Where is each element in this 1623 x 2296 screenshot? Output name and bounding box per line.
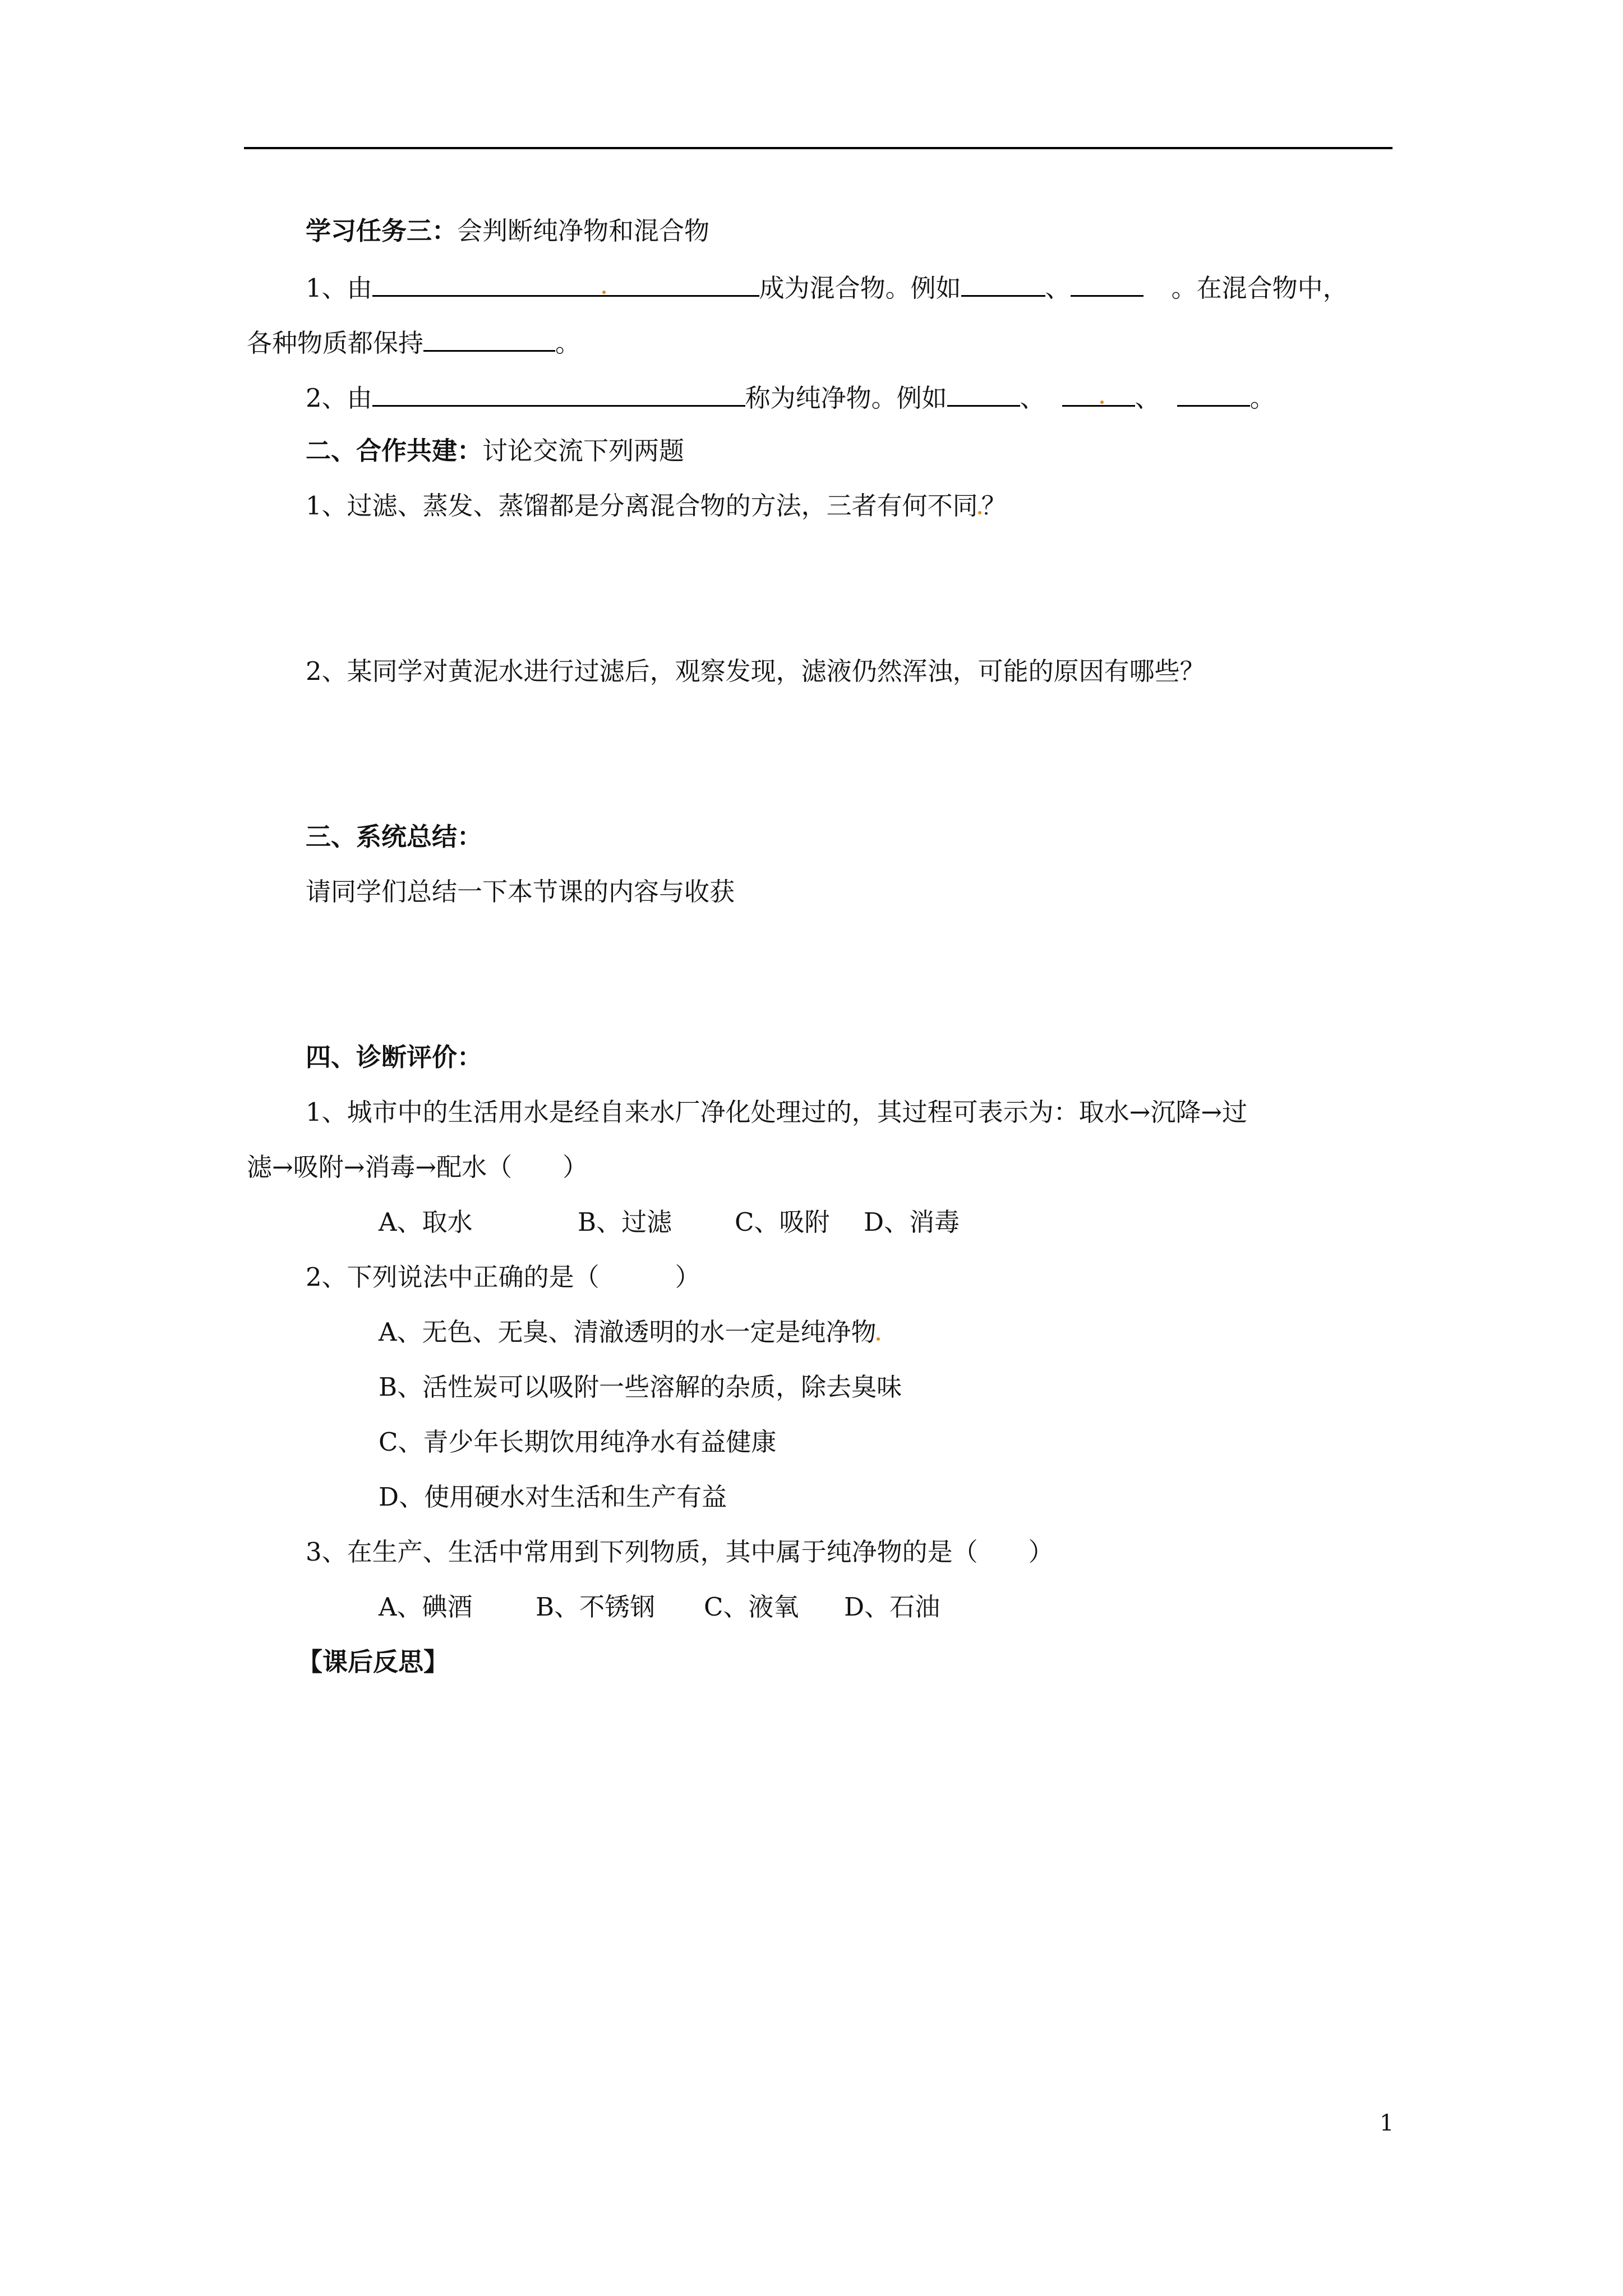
- task3-q1-line2-end: 。: [555, 328, 581, 358]
- section2-question-1: [306, 489, 1007, 523]
- option-a[interactable]: A、取水: [379, 1207, 473, 1237]
- option-c[interactable]: C、液氧: [704, 1592, 799, 1622]
- task3-title: 学习任务三：: [306, 216, 458, 246]
- blank-field[interactable]: [1062, 379, 1135, 407]
- section4-q2: 2、下列说法中正确的是（ ）: [306, 1262, 700, 1292]
- task3-q1-line2-prefix: 各种物质都保持: [247, 328, 424, 358]
- section4-q3-options: [379, 1590, 940, 1624]
- task3-q1-tail: 。在混合物中，: [1171, 273, 1348, 303]
- section2-title: 二、合作共建：: [306, 436, 483, 466]
- option-d[interactable]: D、石油: [844, 1592, 940, 1622]
- section4-q2-option-a[interactable]: [379, 1315, 880, 1349]
- option-a: A、无色、无臭、清澈透明的水一定是纯净物: [379, 1317, 877, 1347]
- header-rule: [244, 147, 1393, 149]
- section4-q1-options: [379, 1205, 960, 1239]
- blank-field[interactable]: [372, 379, 745, 407]
- mark-dot: [877, 1337, 880, 1341]
- section3-body: 请同学们总结一下本节课的内容与收获: [306, 877, 735, 907]
- section4-q2-option-d[interactable]: D、使用硬水对生活和生产有益: [379, 1482, 727, 1512]
- section2-subtitle: 讨论交流下列两题: [482, 436, 685, 466]
- blank-field[interactable]: [372, 269, 759, 297]
- section4-title: 四、诊断评价：: [306, 1042, 483, 1072]
- blank-field[interactable]: [947, 379, 1020, 407]
- section4-q2-option-c[interactable]: C、青少年长期饮用纯净水有益健康: [379, 1427, 777, 1457]
- task3-question-1-cont: [247, 324, 580, 360]
- blank-field[interactable]: [961, 269, 1045, 297]
- option-a[interactable]: A、碘酒: [379, 1592, 473, 1622]
- task3-q1-prefix: 1、由: [306, 273, 372, 303]
- task3-q1-sep: 、: [1045, 273, 1071, 303]
- page-number: 1: [1380, 2110, 1394, 2136]
- task3-heading: [306, 214, 709, 248]
- section4-q3: 3、在生产、生活中常用到下列物质，其中属于纯净物的是（ ）: [306, 1537, 1054, 1567]
- task3-q2-prefix: 2、由: [306, 383, 372, 413]
- section4-q2-option-b[interactable]: B、活性炭可以吸附一些溶解的杂质，除去臭味: [379, 1372, 902, 1402]
- option-b[interactable]: B、过滤: [578, 1207, 672, 1237]
- section4-q1-line2: 滤→吸附→消毒→配水（ ）: [247, 1152, 588, 1182]
- option-d[interactable]: D、消毒: [864, 1207, 960, 1237]
- section4-q1-line1: 1、城市中的生活用水是经自来水厂净化处理过的，其过程可表示为：取水→沉降→过: [306, 1097, 1248, 1127]
- task3-question-2: [306, 379, 1275, 415]
- section3-title: 三、系统总结：: [306, 822, 483, 852]
- section2-question-2: 2、某同学对黄泥水进行过滤后，观察发现，滤液仍然浑浊，可能的原因有哪些？: [306, 656, 1205, 686]
- reflection-title: 【课后反思】: [297, 1647, 449, 1677]
- blank-field[interactable]: [1177, 379, 1250, 407]
- section2-heading: [306, 434, 684, 468]
- section2-q1-text: 1、过滤、蒸发、蒸馏都是分离混合物的方法，三者有何不同: [306, 491, 978, 521]
- task3-q1-mid: 成为混合物。例如: [759, 273, 961, 303]
- blank-field[interactable]: [1071, 269, 1144, 297]
- task3-subtitle: 会判断纯净物和混合物: [457, 216, 710, 246]
- task3-q2-sep2: 、: [1135, 383, 1160, 413]
- option-c[interactable]: C、吸附: [735, 1207, 830, 1237]
- task3-q2-end: 。: [1249, 383, 1275, 413]
- blank-field[interactable]: [423, 324, 555, 352]
- task3-q2-mid: 称为纯净物。例如: [745, 383, 947, 413]
- section2-q1-end: ？: [981, 491, 1007, 521]
- task3-question-1: [306, 269, 1348, 305]
- option-b[interactable]: B、不锈钢: [536, 1592, 656, 1622]
- task3-q2-sep1: 、: [1020, 383, 1045, 413]
